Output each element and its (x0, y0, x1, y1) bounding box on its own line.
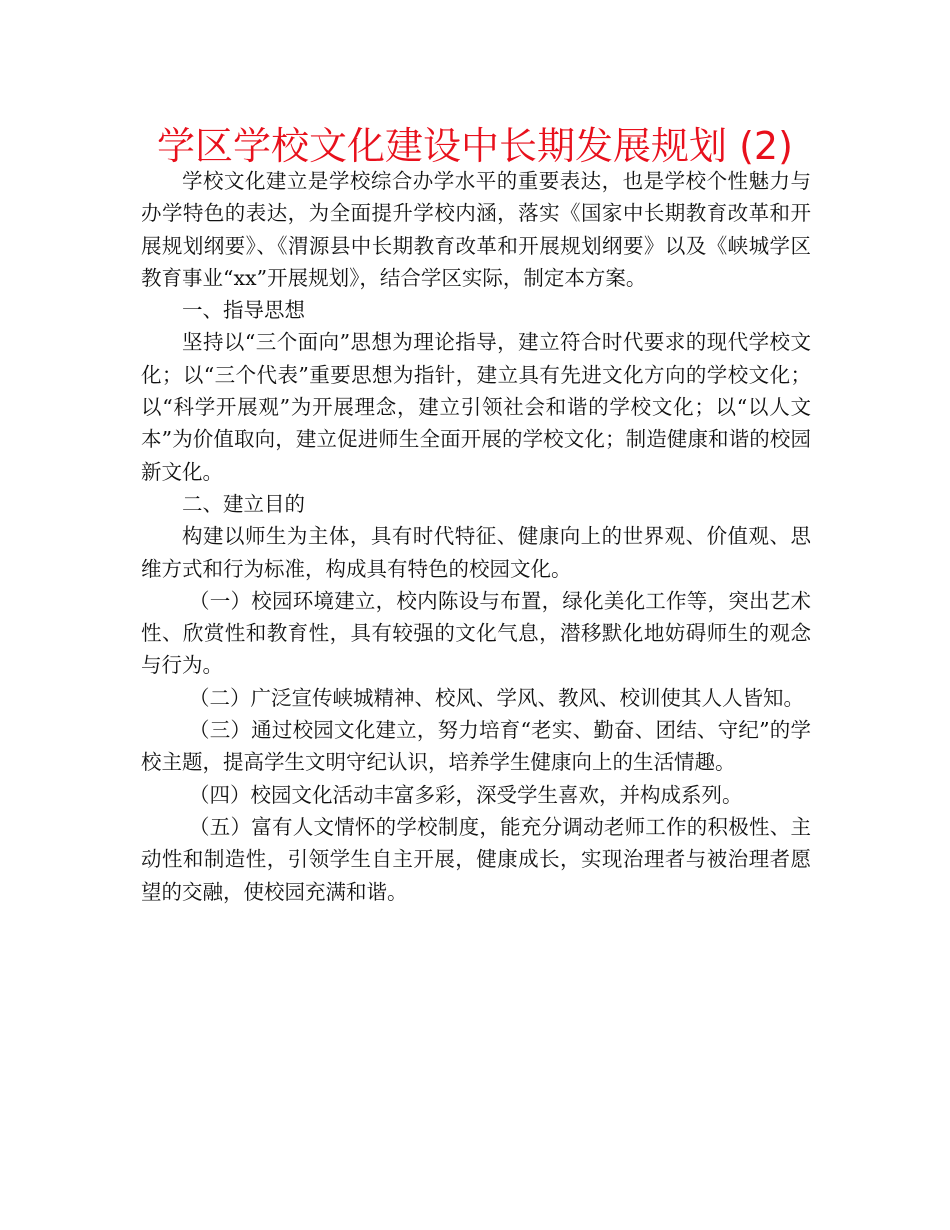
document-title: 学区学校文化建设中长期发展规划 (2) (157, 124, 793, 168)
section-heading-goals: 二、建立目的 (182, 491, 305, 516)
section-heading-guiding-thought: 一、指导思想 (182, 298, 305, 323)
goals-paragraph: 构建以师生为主体，具有时代特征、健康向上的世界观、价值观、思维方式和行为标准，构成具有特色的校园文化。 (141, 524, 811, 581)
goal-item-5: （五）富有人文情怀的学校制度，能充分调动老师工作的积极性、主动性和制造性，引领学生自主开展，健康成长，实现治理者与被治理者愿望的交融，使校园充满和谐。 (141, 814, 811, 904)
goal-item-1: （一）校园环境建立，校内陈设与布置，绿化美化工作等，突出艺术性、欣赏性和教育性，具有较强的文化气息，潜移默化地妨碍师生的观念与行为。 (141, 588, 811, 678)
document-body (141, 165, 811, 908)
goal-item-3: （三）通过校园文化建立，努力培育“老实、勤奋、团结、守纪”的学校主题，提高学生文明守纪认识，培养学生健康向上的生活情趣。 (141, 718, 811, 775)
goal-item-4: （四）校园文化活动丰富多彩，深受学生喜欢，并构成系列。 (189, 782, 743, 807)
goal-item-2: （二）广泛宣传峡城精神、校风、学风、教风、校训使其人人皆知。 (189, 685, 804, 710)
guiding-thought-paragraph: 坚持以“三个面向”思想为理论指导，建立符合时代要求的现代学校文化；以“三个代表”重要思想为指针，建立具有先进文化方向的学校文化；以“科学开展观”为开展理念，建立引领社会和谐的学校文化；以“以人文本”为价值取向，建立促进师生全面开展的学校文化；制造健康和谐的校园新文化。 (141, 330, 811, 484)
intro-paragraph: 学校文化建立是学校综合办学水平的重要表达，也是学校个性魅力与办学特色的表达，为全面提升学校内涵，落实《国家中长期教育改革和开展规划纲要》、《渭源县中长期教育改革和开展规划纲要》以及《峡城学区教育事业“xx”开展规划》，结合学区实际，制定本方案。 (141, 169, 811, 290)
